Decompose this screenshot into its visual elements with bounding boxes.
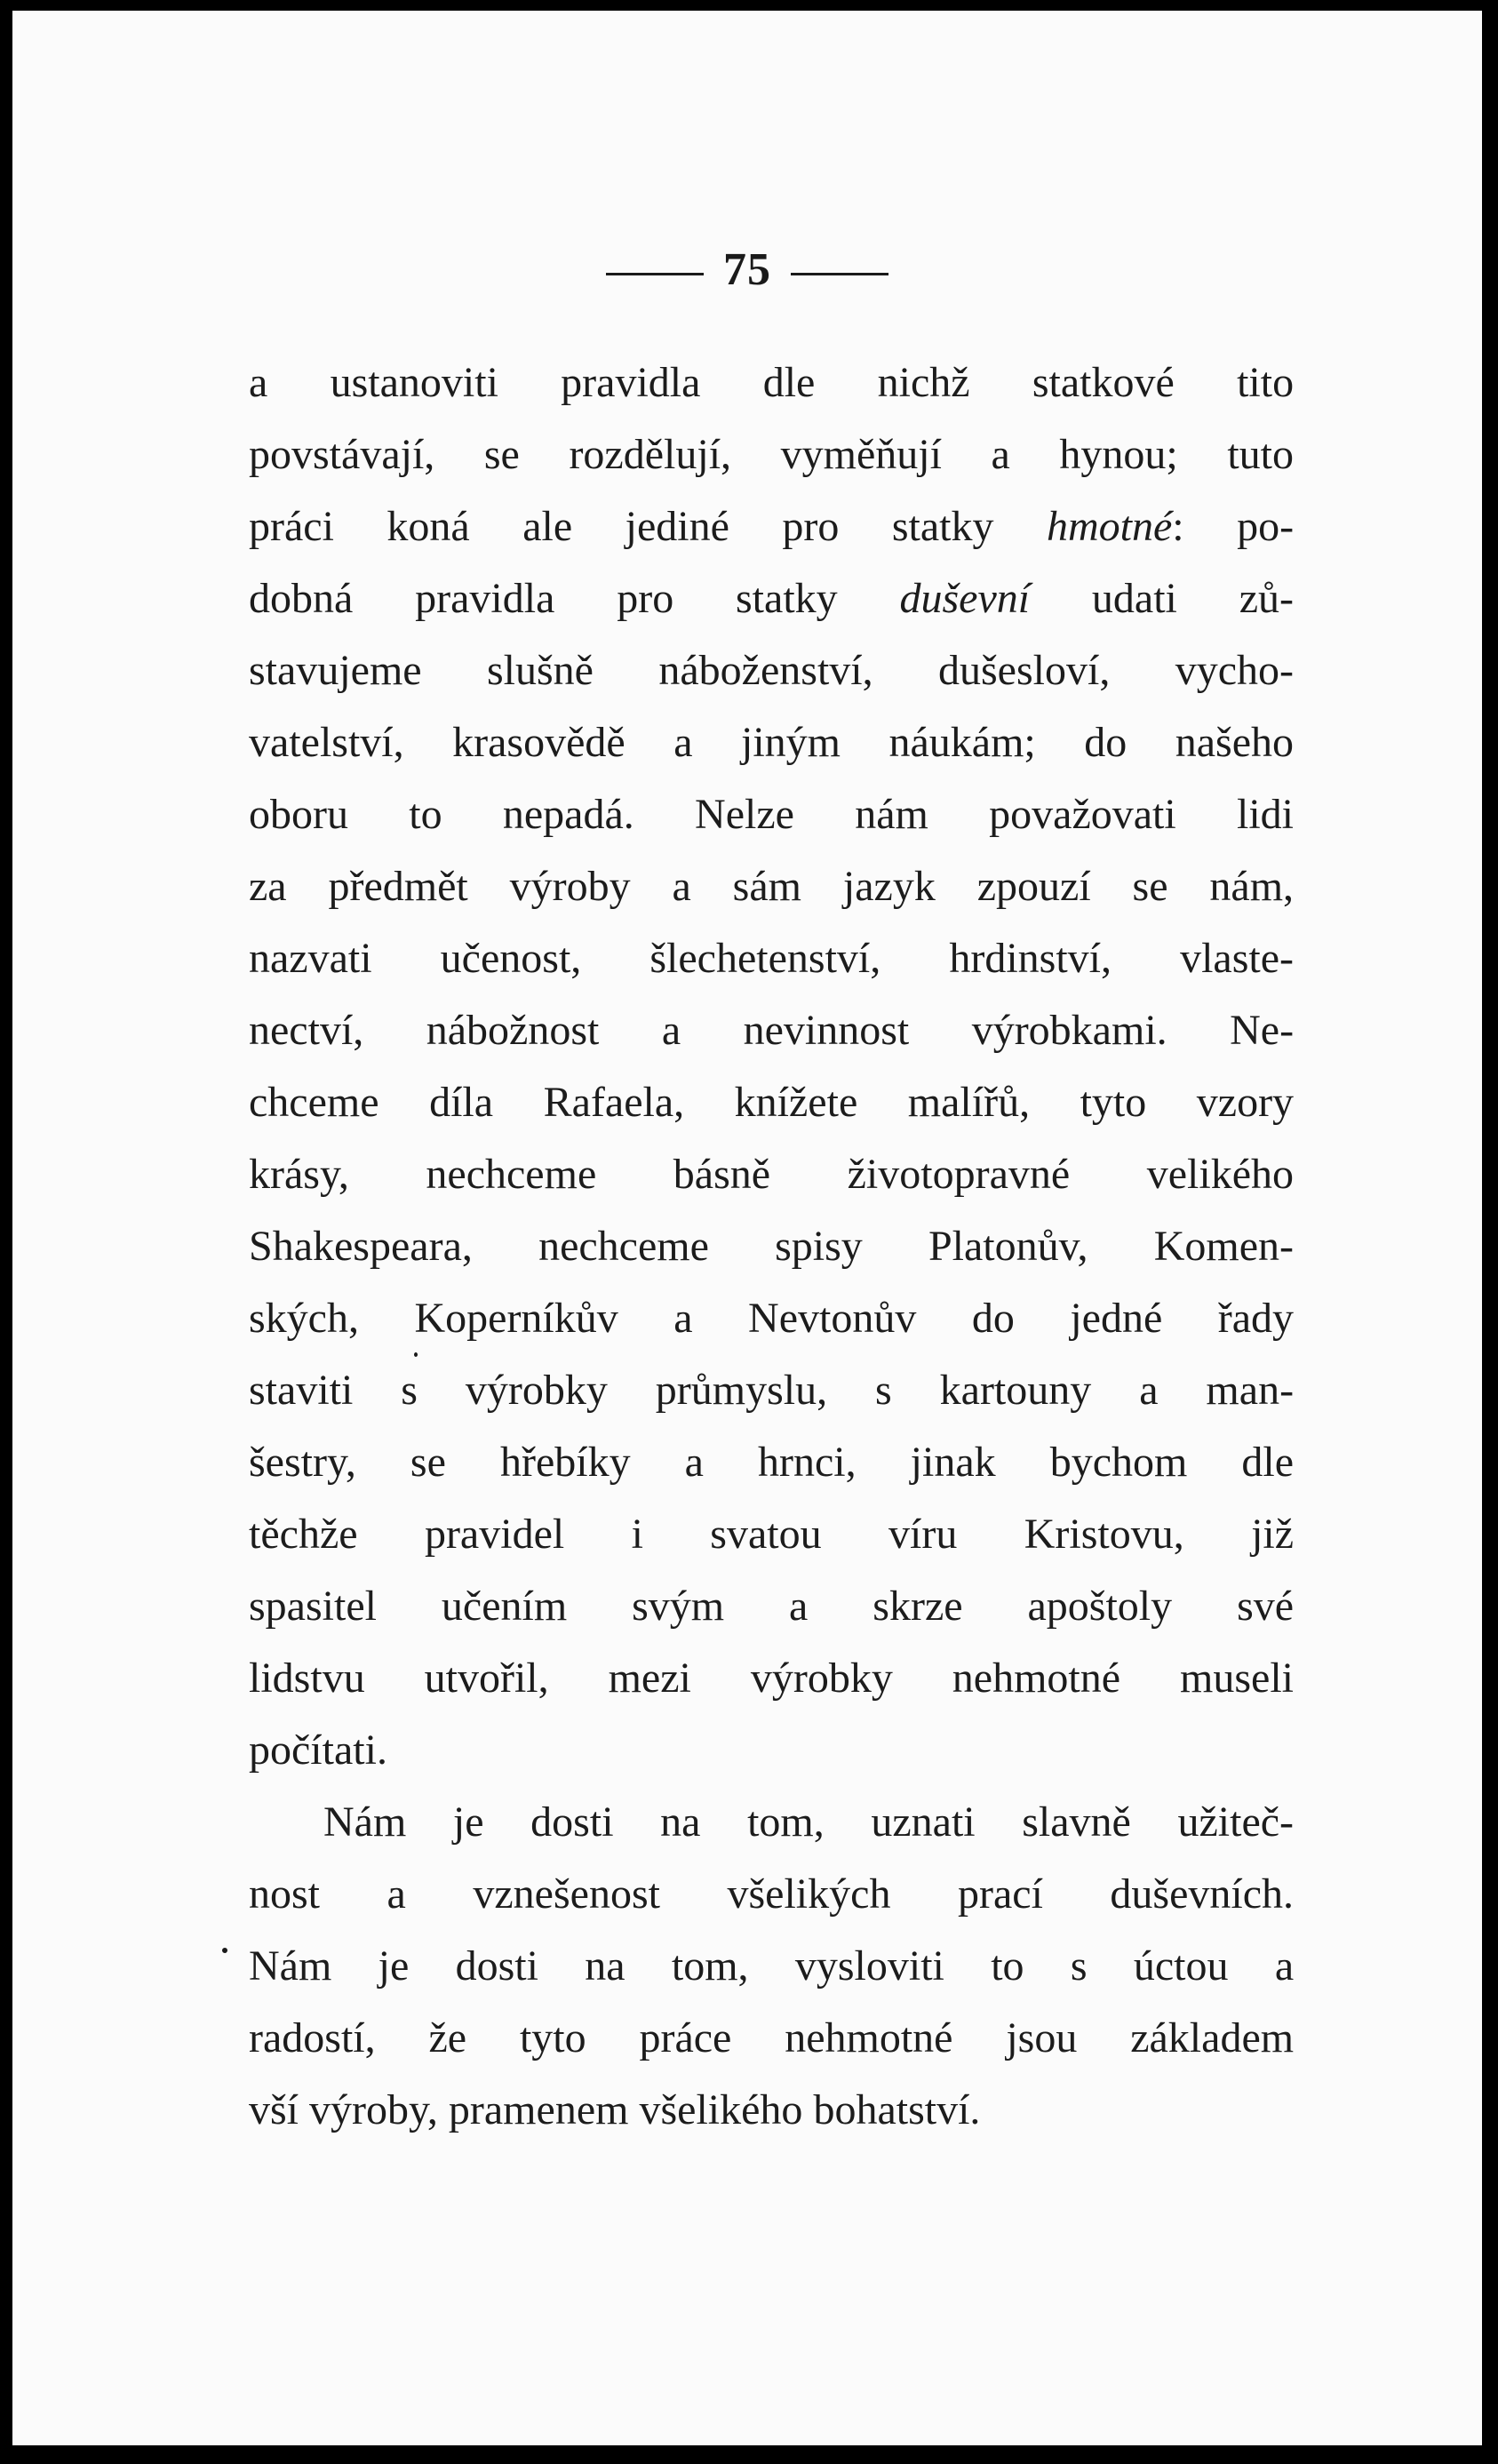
text-line: radostí, že tyto práce nehmotné jsou základem bbox=[249, 2014, 1295, 2061]
text-line: spasitel učením svým a skrze apoštoly své bbox=[249, 1583, 1295, 1630]
italic-word: duševní bbox=[899, 575, 1031, 622]
text-line: těchže pravidel i svatou víru Kristovu, již bbox=[249, 1511, 1295, 1558]
text-line: krásy, nechceme básně životopravné velikého bbox=[249, 1151, 1294, 1198]
body-text bbox=[249, 347, 1294, 2146]
text-line: Nám je dosti na tom, vysloviti to s úctou a bbox=[249, 1942, 1295, 1990]
text-line: povstávají, se rozdělují, vyměňují a hynou; tuto bbox=[249, 431, 1294, 478]
text-line: chceme díla Rafaela, knížete malířů, tyto vzory bbox=[249, 1079, 1295, 1126]
text-line: za předmět výroby a sám jazyk zpouzí se nám, bbox=[249, 863, 1295, 910]
text-line: stavujeme slušně náboženství, dušesloví, vycho- bbox=[249, 647, 1295, 694]
page-number: 75 bbox=[723, 244, 771, 295]
text-line: dobná pravidla pro statky duševní udati zů- bbox=[249, 575, 1294, 622]
page-header bbox=[12, 243, 1482, 296]
text-line: nost a vznešenost všelikých prací duševních. bbox=[249, 1870, 1295, 1918]
text-line: ských, Koperníkův a Nevtonův do jedné řady bbox=[249, 1295, 1295, 1342]
text-line: počítati. bbox=[249, 1726, 387, 1774]
text-line: oboru to nepadá. Nelze nám považovati lidi bbox=[249, 791, 1295, 838]
text-line: Shakespeara, nechceme spisy Platonův, Komen- bbox=[249, 1223, 1294, 1270]
ink-speck bbox=[222, 1948, 227, 1953]
paragraph-1 bbox=[249, 347, 1294, 1786]
text-line: Nám je dosti na tom, uznati slavně užiteč- bbox=[323, 1798, 1295, 1846]
ink-speck bbox=[414, 1352, 418, 1357]
text-line: lidstvu utvořil, mezi výrobky nehmotné museli bbox=[249, 1655, 1294, 1702]
text-line: nazvati učenost, šlechetenství, hrdinství, vlaste- bbox=[249, 935, 1295, 982]
text-line: šestry, se hřebíky a hrnci, jinak bychom dle bbox=[249, 1439, 1295, 1486]
text-line: staviti s výrobky průmyslu, s kartouny a man- bbox=[249, 1367, 1295, 1414]
text-line: vší výroby, pramenem všelikého bohatství. bbox=[249, 2086, 981, 2133]
paragraph-2 bbox=[249, 1786, 1294, 2146]
header-dash-right bbox=[791, 273, 888, 275]
text-line: a ustanoviti pravidla dle nichž statkové tito bbox=[249, 359, 1295, 406]
text-line: práci koná ale jediné pro statky hmotné: po- bbox=[249, 503, 1295, 550]
text-line: vatelství, krasovědě a jiným náukám; do našeho bbox=[249, 719, 1295, 766]
text-line: nectví, nábožnost a nevinnost výrobkami. Ne- bbox=[249, 1007, 1295, 1054]
book-page bbox=[12, 11, 1482, 2445]
header-dash-left bbox=[606, 273, 704, 275]
italic-word: hmotné bbox=[1046, 503, 1173, 550]
